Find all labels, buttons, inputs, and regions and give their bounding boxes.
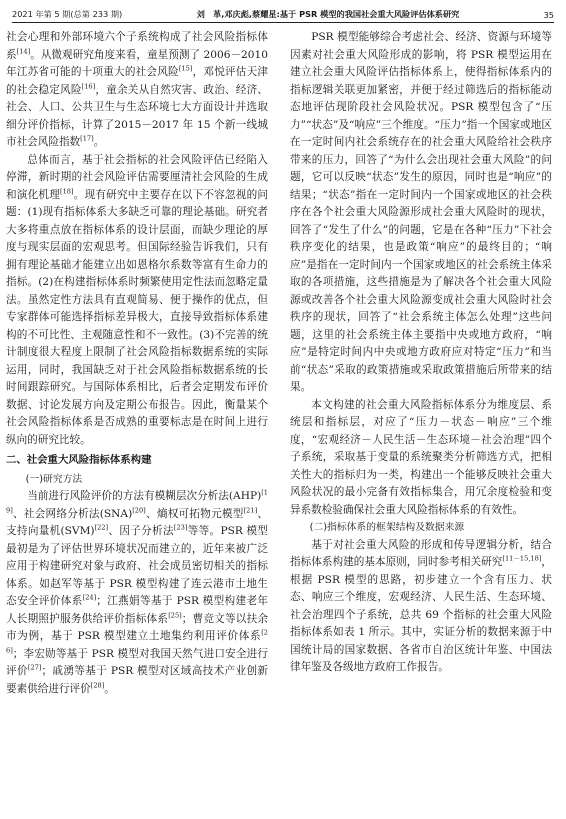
- text-run: 。从微观研究角度来看，童星预测了 2006－2010 年江苏省可能的十项重大的社会风险: [6, 48, 268, 78]
- running-header: [12, 6, 554, 20]
- right-column: [290, 29, 552, 677]
- text-run: ；李宏勋等基于 PSR 模型对我国天然气进口安全进行评价: [6, 647, 268, 677]
- citation: [20]: [132, 505, 146, 514]
- section-heading: 二、社会重大风险指标体系构建: [6, 454, 152, 466]
- text-run: 。: [93, 136, 105, 148]
- citation: [17]: [80, 134, 94, 143]
- paragraph: PSR 模型能够综合考虑社会、经济、资源与环境等因素对社会重大风险形成的影响，将 PSR 模型运用在建立社会重大风险评估指标体系上，使得指标体系内的指标逻辑关联更加紧密，并便于经过筛选后的指标能动态地评估现阶段社会风险状况。PSR 模型包含了“压力”“状态”及“响应”三个维度。“压力”指一个国家或地区在一定时间内社会系统存在的社会重大风险给社会秩序带来的压力，回答了“为什么会出现社会重大风险”的问题，它可以反映“状态”发生的原因，同时也是“响应”的结果；“状态”指在一定时间内一个国家或地区的社会秩序在各个社会重大风险源形成社会重大风险时的现状，回答了“发生了什么”的问题，它是在各种“压力”下社会秩序变化的结果，也是政策“响应”的最终目的；“响应”是指在一定时间内一个国家或地区的社会系统主体采取的各项措施，这些措施是为了解决各个社会重大风险源或改善各个社会重大风险源变成社会重大风险时社会秩序的现状，回答了“社会系统主体怎么处理”这些问题，这里的社会系统主体主要指中央或地方政府，“响应”是特定时间内中央或地方政府应对特定“压力”和当前“状态”采取的政策措施或采取政策措施后所带来的结果。: [290, 31, 552, 393]
- subsection-heading: (一)研究方法: [25, 473, 83, 485]
- text-run: 、熵权可拓物元模型: [145, 507, 244, 520]
- citation: [16]: [81, 81, 96, 90]
- text-run: 、支持向量机(SVM): [6, 507, 268, 537]
- text-run: ；戚湧等基于 PSR 模型对区域高技术产业创新要素供给进行评价: [6, 665, 268, 695]
- citation: [11－15,18]: [502, 554, 542, 563]
- text-run: ，童余关从自然灾害、政治、经济、社会、人口、公共卫生与生态环境七大方面设计并选取细分评价指标，计算了2015－2017 年 15 个新一线城市社会风险指数: [6, 83, 269, 148]
- paragraph: [6, 488, 268, 698]
- paragraph: [290, 537, 552, 677]
- citation: [15]: [178, 64, 193, 73]
- article-running-title: 刘 革,邓庆彪,蔡耀星:基于 PSR 模型的我国社会重大风险评估体系研究: [196, 9, 460, 19]
- citation: [22]: [94, 523, 109, 532]
- citation: [25]: [168, 610, 182, 619]
- subsection-heading: (二)指标体系的框架结构及数据来源: [309, 522, 465, 533]
- text-run: ；江燕娟等基于 PSR 模型构建老年人长期照护服务供给评价指标体系: [6, 595, 268, 625]
- page-number: 35: [543, 10, 554, 20]
- text-run: 。: [104, 682, 115, 695]
- text-run: 社会心理和外部环境六个子系统构成了社会风险指标体系: [6, 31, 268, 61]
- citation: [18]: [60, 186, 74, 195]
- text-run: ；曹竞文等以扶余市为例，基于 PSR 模型建立土地集约利用评价体系: [6, 612, 269, 642]
- text-run: 、因子分析法: [108, 525, 174, 537]
- citation: [27]: [27, 663, 42, 672]
- text-run: ，邓悦评估天津的社会稳定风险: [6, 66, 269, 96]
- text-run: 。现有研究中主要存在以下不容忽视的问题：(1)现有指标体系大多缺乏可靠的理论基础。研究者大多将重点放在指标体系的设计层面，而缺少理论的厚度与现实层面的宏观思考。但国际经验告诉我们，只有拥有理论基础才能建立出如恩格尔系数等富有生命力的指标。(2)在构建指标体系时频繁使用定性法而忽略定量法。虽然定性方法具有直观简易、便于操作的优点，但专家群体可能选择指标差异极大，直接导致指标体系建构的不可比性、主观随意性和不一致性。(3)不完善的统计制度很大程度上限制了社会风险指标数据系统的实际运用，同时，我国缺乏对于社会风险指标数据系统的长时间跟踪研究。与国际体系相比，后者会定期发布评价数据、讨论发展方向及定期公布报告。因此，衡量某个社会风险指标体系是否成熟的重要标志是在时间上进行纵向的研究比较。: [6, 188, 269, 446]
- paragraph: [6, 29, 268, 152]
- issue-label: 2021 年第 5 期(总第 233 期): [12, 9, 123, 19]
- left-column: [6, 29, 268, 698]
- citation: [19]: [6, 488, 268, 514]
- header-rule: [12, 22, 554, 23]
- citation: [24]: [82, 593, 97, 602]
- text-run: ，根据 PSR 模型的思路，初步建立一个含有压力、状态、响应三个维度，宏观经济、人民生活、生态环境、社会治理四个子系统，总共 69 个指标的社会重大风险指标体系如表 1 所示。其中，实证分析的数据来源于中国统计局的国家数据、各省市自治区统计年鉴、中国法律年鉴及各级地方政府工作报告。: [290, 556, 553, 673]
- citation: [23]: [173, 523, 188, 532]
- citation: [21]: [243, 505, 258, 514]
- paragraph: [6, 152, 268, 450]
- citation: [26]: [6, 628, 268, 654]
- citation: [28]: [90, 680, 105, 689]
- text-run: 、社会网络分析法(SNA): [12, 507, 133, 520]
- text-run: 基于对社会重大风险的形成和传导逻辑分析，结合指标体系构建的基本原则，同时参考相关研究: [290, 538, 552, 568]
- text-run: 总体而言，基于社会指标的社会风险评估已经陷入停滞，新时期的社会风险评估需要厘清社会风险的生成和演化机理: [6, 153, 268, 201]
- text-run: 当前进行风险评价的方法有模糊层次分析法(AHP): [27, 490, 262, 502]
- citation: [14]: [16, 46, 31, 55]
- text-run: 等等。PSR 模型最初是为了评估世界环境状况而建立的，近年来被广泛应用于构建研究对象与政府、社会成员密切相关的指标体系。如赵军等基于 PSR 模型构建了连云港市土地生态安全评价体系: [6, 525, 268, 607]
- paragraph: 本文构建的社会重大风险指标体系分为维度层、系统层和指标层，对应了“压力－状态－响应”三个维度，“宏观经济－人民生活－生态环境－社会治理”四个子系统，采取基于变量的系统聚类分析筛选方式，把相关性大的指标归为一类，构建出一个能够反映社会重大风险状况的最小完备有效指标集合，用冗余度检验和变异系数检验确保社会重大风险指标体系的有效性。: [290, 398, 552, 516]
